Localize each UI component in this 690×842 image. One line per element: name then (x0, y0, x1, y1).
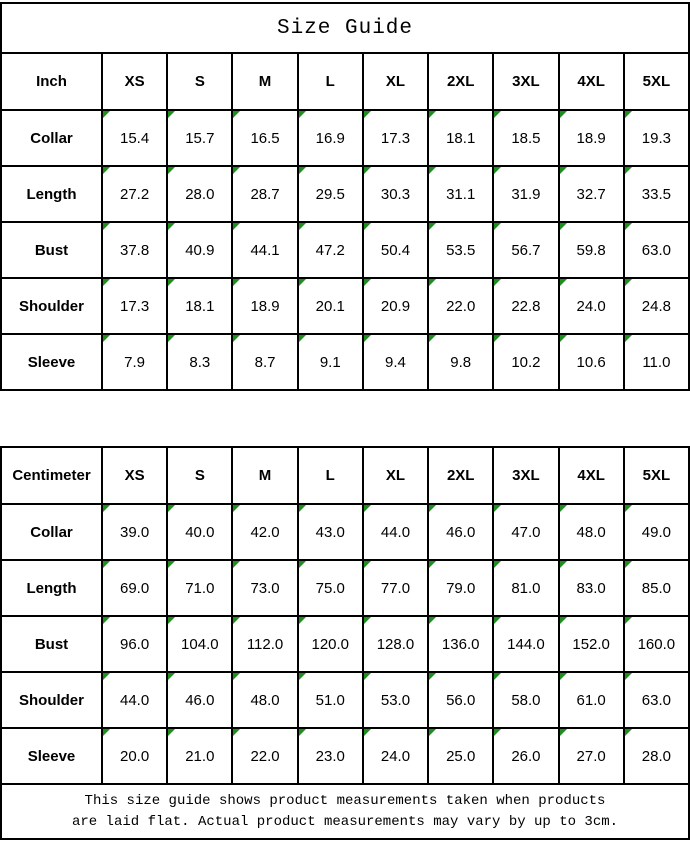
measurement-value: 18.1 (428, 110, 493, 166)
size-header-2xl: 2XL (428, 53, 493, 110)
measurement-value: 79.0 (428, 560, 493, 616)
size-header-5xl: 5XL (624, 447, 689, 504)
measurement-value: 31.9 (493, 166, 558, 222)
measurement-value: 47.2 (298, 222, 363, 278)
measurement-value: 20.1 (298, 278, 363, 334)
measurement-row (1, 110, 689, 166)
measurement-value: 77.0 (363, 560, 428, 616)
measurement-value: 144.0 (493, 616, 558, 672)
footer-note-line-2: are laid flat. Actual product measurements may vary by up to 3cm. (71, 813, 619, 830)
measurement-value: 73.0 (232, 560, 297, 616)
footer-note (1, 784, 689, 839)
measurement-row (1, 728, 689, 784)
measurement-value: 9.1 (298, 334, 363, 390)
measurement-value: 69.0 (102, 560, 167, 616)
measurement-value: 10.6 (559, 334, 624, 390)
measurement-value: 43.0 (298, 504, 363, 560)
size-header-row (1, 53, 689, 110)
measurement-value: 22.0 (232, 728, 297, 784)
size-header-s: S (167, 53, 232, 110)
measurement-value: 56.0 (428, 672, 493, 728)
measurement-value: 25.0 (428, 728, 493, 784)
measurement-value: 48.0 (232, 672, 297, 728)
measurement-value: 44.0 (102, 672, 167, 728)
measurement-value: 9.8 (428, 334, 493, 390)
size-header-m: M (232, 53, 297, 110)
measurement-value: 120.0 (298, 616, 363, 672)
measurement-row (1, 504, 689, 560)
measurement-value: 44.0 (363, 504, 428, 560)
measurement-value: 20.0 (102, 728, 167, 784)
measurement-value: 61.0 (559, 672, 624, 728)
measurement-value: 21.0 (167, 728, 232, 784)
measurement-value: 33.5 (624, 166, 689, 222)
measurement-value: 16.5 (232, 110, 297, 166)
size-header-xl: XL (363, 447, 428, 504)
unit-label: Centimeter (1, 447, 102, 504)
size-header-m: M (232, 447, 297, 504)
row-label-shoulder: Shoulder (1, 672, 102, 728)
measurement-value: 23.0 (298, 728, 363, 784)
measurement-value: 152.0 (559, 616, 624, 672)
measurement-value: 15.7 (167, 110, 232, 166)
table-gap (0, 391, 690, 446)
measurement-value: 32.7 (559, 166, 624, 222)
row-label-length: Length (1, 166, 102, 222)
measurement-value: 96.0 (102, 616, 167, 672)
measurement-value: 27.0 (559, 728, 624, 784)
measurement-row (1, 166, 689, 222)
centimeter-size-table (0, 446, 690, 840)
measurement-value: 71.0 (167, 560, 232, 616)
measurement-value: 7.9 (102, 334, 167, 390)
measurement-value: 8.3 (167, 334, 232, 390)
measurement-value: 75.0 (298, 560, 363, 616)
row-label-sleeve: Sleeve (1, 334, 102, 390)
measurement-value: 22.0 (428, 278, 493, 334)
measurement-value: 56.7 (493, 222, 558, 278)
measurement-value: 24.0 (363, 728, 428, 784)
measurement-value: 128.0 (363, 616, 428, 672)
measurement-value: 51.0 (298, 672, 363, 728)
row-label-bust: Bust (1, 222, 102, 278)
measurement-value: 22.8 (493, 278, 558, 334)
size-header-5xl: 5XL (624, 53, 689, 110)
measurement-value: 46.0 (167, 672, 232, 728)
measurement-row (1, 560, 689, 616)
size-header-s: S (167, 447, 232, 504)
row-label-bust: Bust (1, 616, 102, 672)
measurement-value: 26.0 (493, 728, 558, 784)
measurement-value: 19.3 (624, 110, 689, 166)
measurement-value: 83.0 (559, 560, 624, 616)
measurement-value: 81.0 (493, 560, 558, 616)
unit-label: Inch (1, 53, 102, 110)
measurement-value: 40.0 (167, 504, 232, 560)
size-header-row (1, 447, 689, 504)
measurement-value: 44.1 (232, 222, 297, 278)
measurement-value: 42.0 (232, 504, 297, 560)
measurement-value: 47.0 (493, 504, 558, 560)
measurement-value: 53.0 (363, 672, 428, 728)
measurement-value: 28.0 (624, 728, 689, 784)
measurement-value: 58.0 (493, 672, 558, 728)
measurement-value: 160.0 (624, 616, 689, 672)
size-header-4xl: 4XL (559, 53, 624, 110)
measurement-value: 18.1 (167, 278, 232, 334)
size-header-xl: XL (363, 53, 428, 110)
size-header-4xl: 4XL (559, 447, 624, 504)
size-header-l: L (298, 447, 363, 504)
measurement-value: 11.0 (624, 334, 689, 390)
measurement-value: 49.0 (624, 504, 689, 560)
measurement-value: 8.7 (232, 334, 297, 390)
measurement-value: 17.3 (102, 278, 167, 334)
measurement-value: 28.7 (232, 166, 297, 222)
row-label-sleeve: Sleeve (1, 728, 102, 784)
footer-row (1, 784, 689, 839)
measurement-value: 18.9 (232, 278, 297, 334)
measurement-value: 63.0 (624, 672, 689, 728)
row-label-collar: Collar (1, 504, 102, 560)
measurement-value: 59.8 (559, 222, 624, 278)
measurement-value: 29.5 (298, 166, 363, 222)
measurement-value: 10.2 (493, 334, 558, 390)
measurement-value: 46.0 (428, 504, 493, 560)
measurement-value: 39.0 (102, 504, 167, 560)
measurement-value: 16.9 (298, 110, 363, 166)
measurement-value: 136.0 (428, 616, 493, 672)
measurement-value: 85.0 (624, 560, 689, 616)
row-label-shoulder: Shoulder (1, 278, 102, 334)
measurement-value: 24.8 (624, 278, 689, 334)
inch-size-table (0, 2, 690, 391)
size-header-xs: XS (102, 53, 167, 110)
measurement-value: 20.9 (363, 278, 428, 334)
measurement-value: 15.4 (102, 110, 167, 166)
measurement-row (1, 278, 689, 334)
measurement-value: 53.5 (428, 222, 493, 278)
measurement-value: 18.5 (493, 110, 558, 166)
row-label-length: Length (1, 560, 102, 616)
measurement-value: 63.0 (624, 222, 689, 278)
measurement-row (1, 672, 689, 728)
measurement-value: 17.3 (363, 110, 428, 166)
measurement-value: 30.3 (363, 166, 428, 222)
measurement-value: 18.9 (559, 110, 624, 166)
page-title: Size Guide (1, 3, 689, 53)
footer-note-line-1: This size guide shows product measurements taken when products (84, 792, 606, 809)
row-label-collar: Collar (1, 110, 102, 166)
measurement-value: 9.4 (363, 334, 428, 390)
measurement-row (1, 334, 689, 390)
measurement-value: 27.2 (102, 166, 167, 222)
measurement-row (1, 222, 689, 278)
measurement-value: 24.0 (559, 278, 624, 334)
measurement-value: 50.4 (363, 222, 428, 278)
measurement-value: 112.0 (232, 616, 297, 672)
measurement-value: 31.1 (428, 166, 493, 222)
measurement-value: 37.8 (102, 222, 167, 278)
size-header-2xl: 2XL (428, 447, 493, 504)
size-header-l: L (298, 53, 363, 110)
size-header-xs: XS (102, 447, 167, 504)
size-header-3xl: 3XL (493, 447, 558, 504)
title-row (1, 3, 689, 53)
size-header-3xl: 3XL (493, 53, 558, 110)
measurement-value: 40.9 (167, 222, 232, 278)
measurement-value: 104.0 (167, 616, 232, 672)
measurement-row (1, 616, 689, 672)
measurement-value: 48.0 (559, 504, 624, 560)
measurement-value: 28.0 (167, 166, 232, 222)
